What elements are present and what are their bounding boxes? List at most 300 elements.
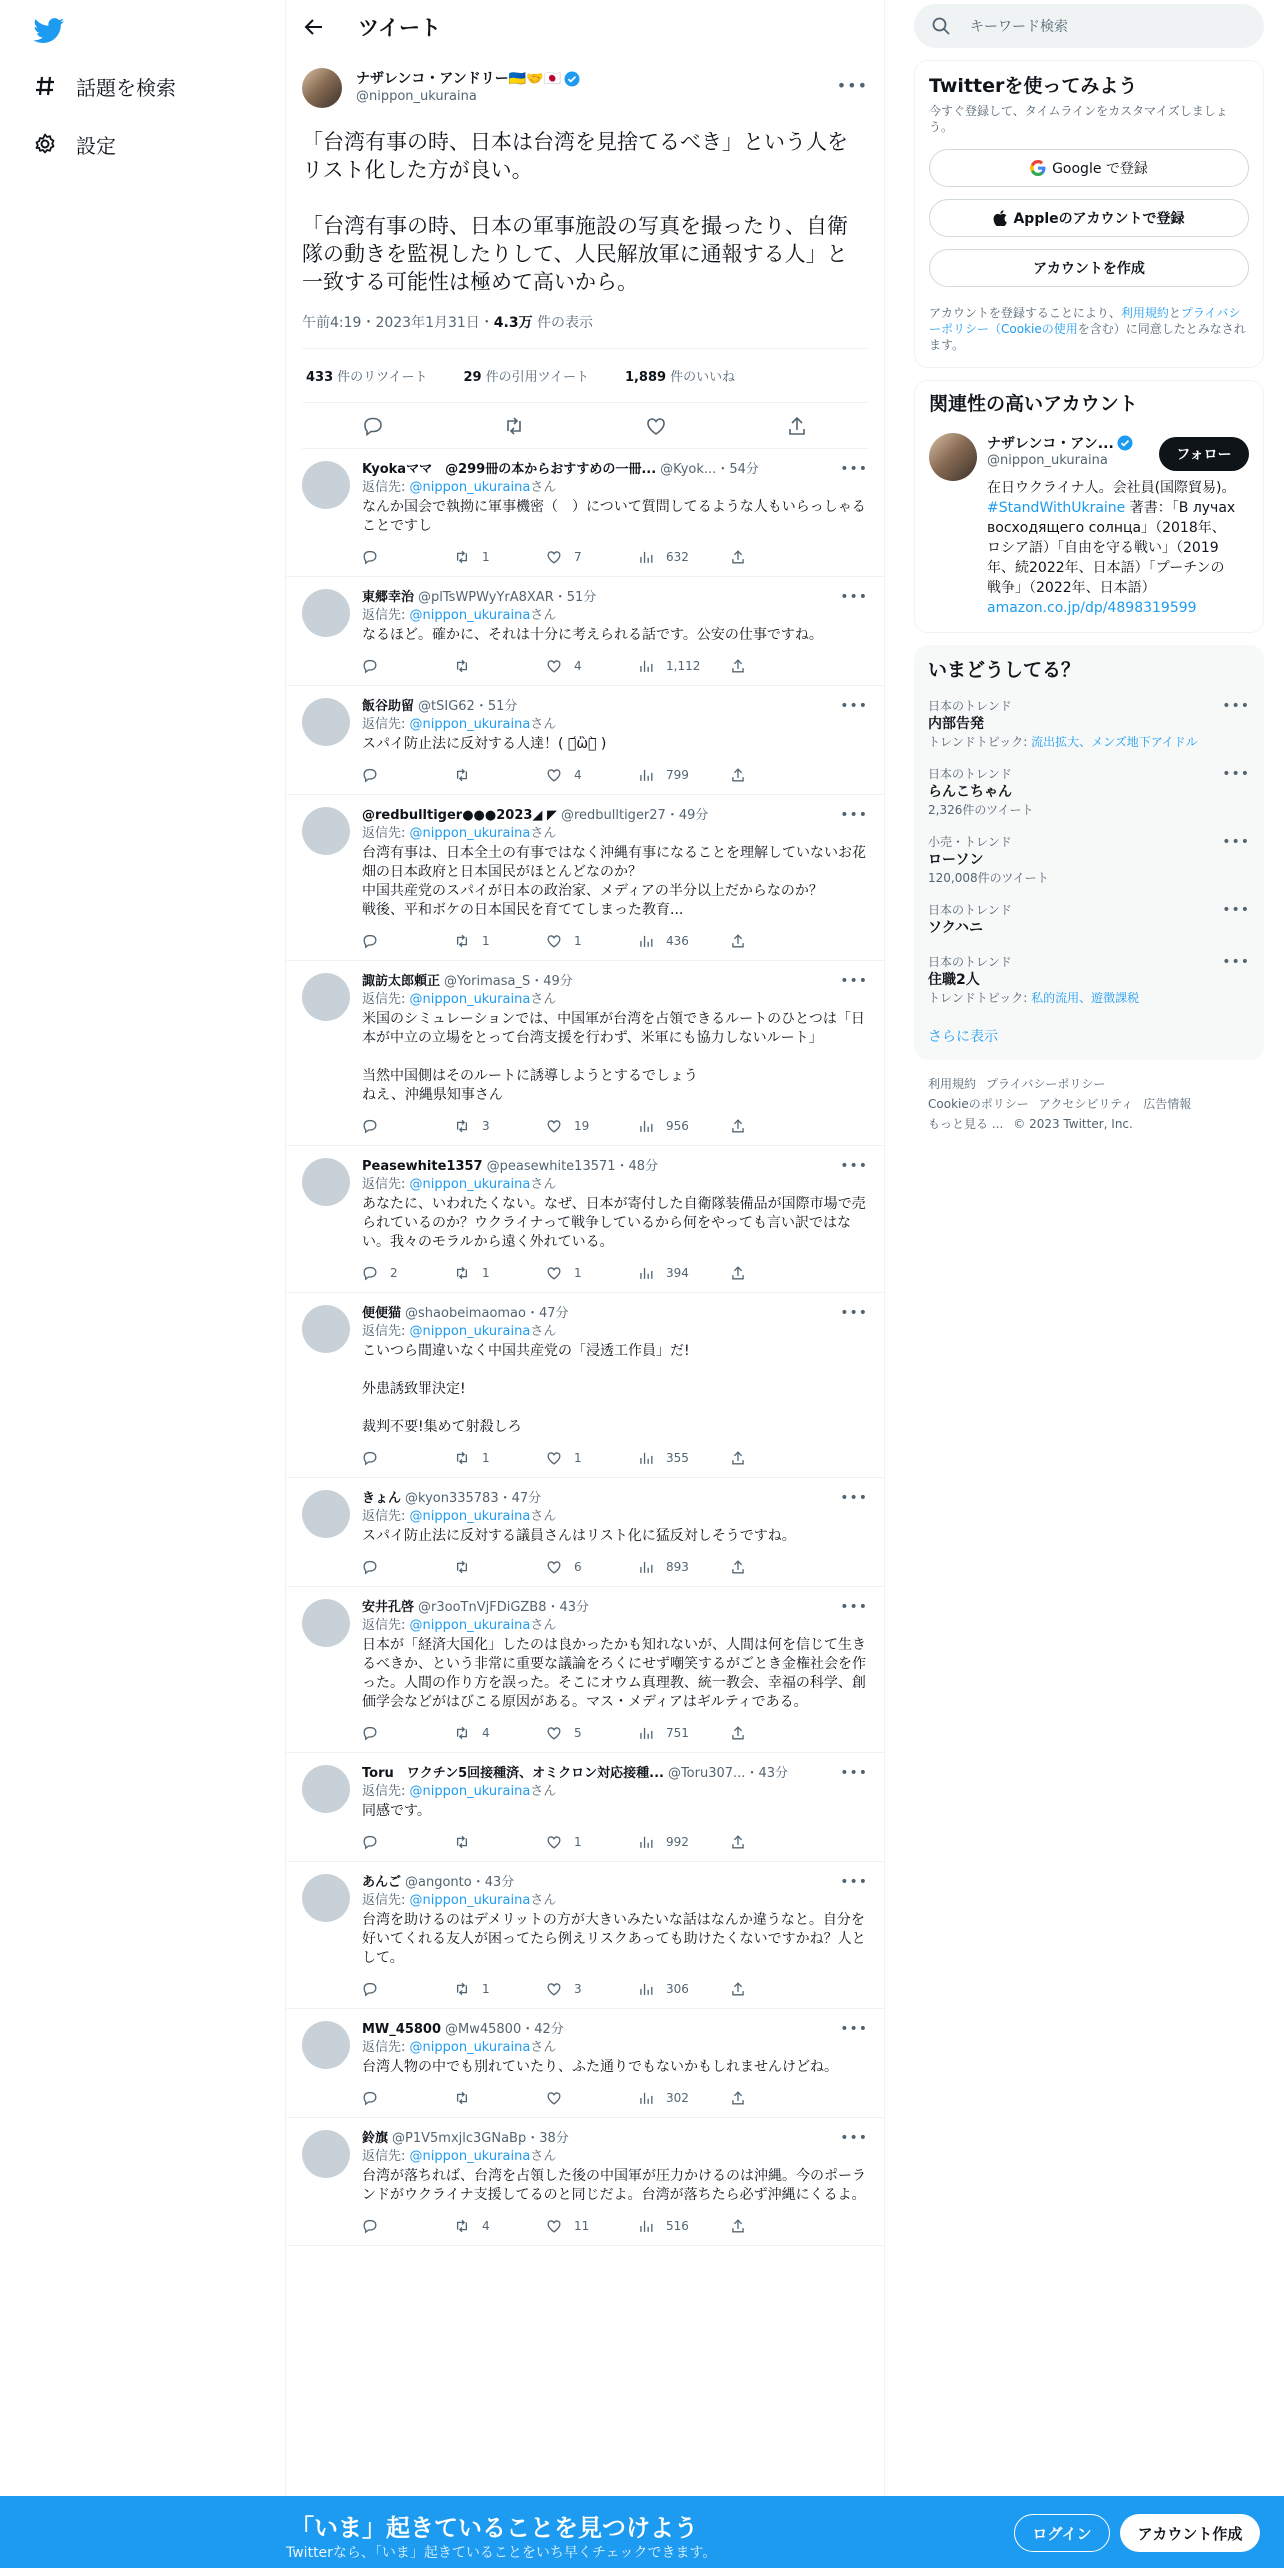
reply-time[interactable]: ・43分 — [745, 1766, 788, 1781]
views-button[interactable] — [638, 658, 730, 674]
more-options-icon[interactable]: ••• — [1222, 902, 1250, 918]
like-button[interactable] — [546, 1559, 638, 1575]
trend-category: 日本のトレンド — [928, 903, 1012, 917]
related-avatar[interactable] — [929, 433, 977, 481]
more-options-icon[interactable]: ••• — [840, 2021, 868, 2037]
author-name[interactable]: ナザレンコ・アンドリー🇺🇦🤝🇯🇵 — [356, 71, 562, 87]
nav-settings-label: 設定 — [76, 133, 116, 158]
reply-count: 2 — [390, 1266, 398, 1280]
share-button[interactable] — [730, 1118, 822, 1134]
more-options-icon[interactable]: ••• — [1222, 766, 1250, 782]
reply-icon[interactable] — [362, 415, 384, 437]
reply-avatar[interactable] — [302, 2021, 350, 2069]
views-button[interactable] — [638, 2090, 730, 2106]
share-button[interactable] — [730, 1559, 822, 1575]
bio-text-1: 在日ウクライナ人。会社員(国際貿易)。 — [987, 480, 1236, 496]
reply-button[interactable] — [362, 1265, 454, 1281]
reply-avatar[interactable] — [302, 2130, 350, 2178]
reply-author-handle[interactable]: @kyon335783 — [405, 1491, 499, 1506]
share-button[interactable] — [730, 767, 822, 783]
replying-to — [362, 1323, 868, 1341]
replying-handle[interactable]: @nippon_ukuraina — [409, 608, 531, 623]
reply-button[interactable] — [362, 549, 454, 565]
reply-author-handle[interactable]: @Yorimasa_S — [444, 974, 531, 989]
reply-tweet[interactable] — [286, 2118, 884, 2246]
reply-avatar[interactable] — [302, 698, 350, 746]
likes-label: 件のいいね — [670, 370, 736, 385]
reply-author-handle[interactable]: @P1V5mxjlc3GNaBp — [392, 2131, 527, 2146]
retweet-button[interactable] — [454, 2090, 546, 2106]
nav-explore-label: 話題を検索 — [76, 75, 176, 100]
retweet-button[interactable] — [454, 1265, 546, 1281]
replying-handle[interactable]: @nippon_ukuraina — [409, 717, 531, 732]
retweet-icon — [454, 1725, 470, 1741]
reply-tweet[interactable] — [286, 1293, 884, 1478]
more-options-icon[interactable]: ••• — [840, 1490, 868, 1506]
replying-handle[interactable]: @nippon_ukuraina — [409, 1893, 531, 1908]
reply-author-handle[interactable]: @Mw45800 — [445, 2022, 522, 2037]
reply-tweet[interactable] — [286, 577, 884, 686]
show-more-link[interactable]: さらに表示 — [928, 1029, 998, 1045]
replying-label: 返信先: — [362, 2040, 410, 2055]
retweet-count: 1 — [482, 1982, 490, 1996]
like-button[interactable] — [546, 767, 638, 783]
reply-icon — [362, 1981, 378, 1997]
like-button[interactable] — [546, 1834, 638, 1850]
views-button[interactable] — [638, 1725, 730, 1741]
reply-tweet[interactable] — [286, 795, 884, 961]
create-account-button[interactable] — [929, 249, 1249, 287]
replying-suffix: さん — [530, 1509, 557, 1524]
reply-avatar[interactable] — [302, 589, 350, 637]
reply-icon — [362, 1725, 378, 1741]
replying-to — [362, 2148, 868, 2166]
back-arrow-icon[interactable] — [304, 15, 328, 39]
like-icon[interactable] — [645, 415, 667, 437]
reply-author-name[interactable]: 便便猫 — [362, 1306, 402, 1321]
replying-handle[interactable]: @nippon_ukuraina — [409, 1509, 531, 1524]
reply-tweet[interactable] — [286, 686, 884, 795]
more-options-icon[interactable]: ••• — [840, 698, 868, 714]
trend-item[interactable] — [914, 688, 1264, 756]
retweet-icon — [454, 1834, 470, 1850]
share-button[interactable] — [730, 658, 822, 674]
reply-author-handle[interactable]: @Toru307... — [667, 1766, 746, 1781]
terms-link[interactable]: 利用規約 — [1120, 306, 1169, 320]
replying-handle[interactable]: @nippon_ukuraina — [409, 992, 531, 1007]
retweets-stat[interactable] — [306, 366, 446, 385]
like-button[interactable] — [546, 658, 638, 674]
trend-name: ソクハニ — [928, 920, 984, 936]
reply-time[interactable]: ・47分 — [525, 1306, 569, 1321]
share-icon[interactable] — [786, 415, 808, 437]
share-button[interactable] — [730, 1725, 822, 1741]
reply-author-handle[interactable]: @Kyok... — [660, 462, 717, 477]
more-options-icon[interactable]: ••• — [840, 1599, 868, 1615]
like-button[interactable] — [546, 1981, 638, 1997]
retweet-button[interactable] — [454, 767, 546, 783]
like-button[interactable] — [546, 1265, 638, 1281]
share-icon — [730, 1265, 746, 1281]
reply-icon — [362, 1118, 378, 1134]
reply-button[interactable] — [362, 933, 454, 949]
reply-button[interactable] — [362, 2090, 454, 2106]
gear-icon — [32, 131, 58, 157]
tweet-time[interactable]: 午前4:19・2023年1月31日・ — [302, 315, 494, 331]
reply-time[interactable]: ・42分 — [521, 2022, 564, 2037]
views-icon — [638, 1725, 654, 1741]
share-button[interactable] — [730, 549, 822, 565]
more-options-icon[interactable]: ••• — [1222, 834, 1250, 850]
share-icon — [730, 1118, 746, 1134]
retweet-button[interactable] — [454, 549, 546, 565]
reply-author-name[interactable]: 飯谷助留 — [362, 699, 415, 714]
views-button[interactable] — [638, 1265, 730, 1281]
reply-button[interactable] — [362, 1118, 454, 1134]
retweet-count: 4 — [482, 2219, 490, 2233]
privacy-link[interactable]: プライバシーポリシー（Cookieの使用 — [929, 306, 1241, 336]
like-count: 5 — [574, 1726, 582, 1740]
signup-title: Twitterを使ってみよう — [929, 75, 1138, 97]
like-button[interactable] — [546, 1725, 638, 1741]
reply-author-name[interactable]: きょん — [362, 1491, 402, 1506]
tweet-stats — [302, 349, 868, 403]
quotes-stat[interactable] — [464, 366, 607, 385]
reply-time[interactable]: ・38分 — [526, 2131, 569, 2146]
trend-item[interactable] — [914, 892, 1264, 944]
reply-tweet[interactable] — [286, 1146, 884, 1293]
main-tweet — [286, 54, 884, 449]
more-options-icon[interactable]: ••• — [840, 589, 868, 605]
google-signup-button[interactable] — [929, 149, 1249, 187]
retweet-icon — [454, 2218, 470, 2234]
share-button[interactable] — [730, 1265, 822, 1281]
reply-avatar[interactable] — [302, 973, 350, 1021]
retweet-icon — [454, 2090, 470, 2106]
reply-tweet[interactable] — [286, 1753, 884, 1862]
more-options-icon[interactable]: ••• — [840, 1874, 868, 1890]
views-button[interactable] — [638, 1834, 730, 1850]
reply-text: 台湾が落ちれば、台湾を占領した後の中国軍が圧力かけるのは沖縄。今のポーランドがウクライナ支援してるのと同じだよ。台湾が落ちたら必ず沖縄にくるよ。 — [362, 2168, 866, 2203]
reply-button[interactable] — [362, 2218, 454, 2234]
more-options-icon[interactable]: ••• — [840, 807, 868, 823]
replying-suffix: さん — [530, 992, 557, 1007]
retweet-button[interactable] — [454, 1559, 546, 1575]
reply-tweet[interactable] — [286, 961, 884, 1146]
reply-text: 台湾有事は、日本全土の有事ではなく沖縄有事になることを理解していないお花畑の日本政府と日本国民がほとんどなのか？ 中国共産党のスパイが日本の政治家、メディアの半分以上だからなのか？ 戦後、平和ボケの日本国民を育ててしまった教育... — [362, 845, 866, 918]
retweet-button[interactable] — [454, 2218, 546, 2234]
replying-handle[interactable]: @nippon_ukuraina — [409, 1618, 531, 1633]
like-icon — [546, 2218, 562, 2234]
replying-label: 返信先: — [362, 717, 410, 732]
reply-tweet[interactable] — [286, 1478, 884, 1587]
trend-item[interactable] — [914, 944, 1264, 1012]
reply-button[interactable] — [362, 1559, 454, 1575]
author-handle[interactable]: @nippon_ukuraina — [356, 89, 477, 104]
trend-desc-text: 2,326件のツイート — [928, 803, 1034, 817]
footer-link[interactable]: 広告情報 — [1143, 1097, 1192, 1111]
reply-avatar[interactable] — [302, 1765, 350, 1813]
retweet-icon[interactable] — [503, 415, 525, 437]
reply-tweet[interactable] — [286, 449, 884, 577]
reply-button[interactable] — [362, 1725, 454, 1741]
tweet-timestamp — [302, 312, 868, 349]
reply-icon — [362, 658, 378, 674]
replying-to — [362, 825, 868, 843]
trend-item[interactable] — [914, 824, 1264, 892]
reply-author-name[interactable]: Kyokaママ @299冊の本からおすすめの一冊... — [362, 462, 657, 477]
retweet-button[interactable] — [454, 658, 546, 674]
replying-suffix: さん — [530, 2040, 557, 2055]
bio-hashtag[interactable]: #StandWithUkraine — [987, 500, 1126, 516]
trends-card — [914, 645, 1264, 1060]
views-button[interactable] — [638, 1981, 730, 1997]
reply-author-name[interactable]: MW_45800 — [362, 2022, 442, 2037]
nav-explore[interactable] — [32, 66, 176, 106]
bottom-subtitle: Twitterなら、「いま」起きていることをいち早くチェックできます。 — [286, 2545, 717, 2561]
views-button[interactable] — [638, 2218, 730, 2234]
views-button[interactable] — [638, 1118, 730, 1134]
reply-button[interactable] — [362, 1834, 454, 1850]
signup-button[interactable]: アカウント作成 — [1120, 2514, 1260, 2552]
reply-icon — [362, 1450, 378, 1466]
reply-author-name[interactable]: 東郷幸治 — [362, 590, 415, 605]
bio-link[interactable]: amazon.co.jp/dp/4898319599 — [987, 600, 1197, 616]
share-button[interactable] — [730, 2090, 822, 2106]
reply-text: スパイ防止法に反対する人達！( ･᷄ὢ･᷅ ) — [362, 736, 607, 752]
search-input[interactable] — [914, 4, 1264, 48]
replying-label: 返信先: — [362, 992, 410, 1007]
reply-text: 米国のシミュレーションでは、中国軍が台湾を占領できるルートのひとつは「日本が中立の立場をとって台湾支援を行わず、米軍にも協力しないルート」 当然中国側はそのルートに誘導しようとするでしょう ねえ、沖縄県知事さん — [362, 1011, 865, 1103]
reply-time[interactable]: ・49分 — [665, 808, 709, 823]
reply-author-name[interactable]: @redbulltiger●●●2023◢ ◤ — [362, 808, 557, 823]
footer-link[interactable]: プライバシーポリシー — [986, 1077, 1106, 1091]
reply-icon — [362, 2090, 378, 2106]
likes-stat[interactable] — [625, 366, 753, 385]
reply-avatar[interactable] — [302, 1305, 350, 1353]
reply-author-name[interactable]: 諏訪太郎頼正 — [362, 974, 441, 989]
reply-button[interactable] — [362, 1981, 454, 1997]
retweet-button[interactable] — [454, 1725, 546, 1741]
trend-desc-text: 120,008件のツイート — [928, 871, 1049, 885]
reply-actions — [362, 766, 868, 784]
share-icon — [730, 1834, 746, 1850]
trend-desc-text[interactable]: 流出拡大、メンズ地下アイドル — [1031, 735, 1198, 749]
views-button[interactable] — [638, 767, 730, 783]
more-options-icon[interactable]: ••• — [836, 76, 868, 95]
retweet-button[interactable] — [454, 1118, 546, 1134]
reply-button[interactable] — [362, 767, 454, 783]
footer-link: © 2023 Twitter, Inc. — [1013, 1117, 1133, 1131]
trend-desc-label: トレンドトピック: — [928, 991, 1032, 1005]
like-button[interactable] — [546, 1118, 638, 1134]
reply-text: 同感です。 — [362, 1803, 431, 1819]
bottom-title: 「いま」起きていることを見つけよう — [290, 2514, 698, 2542]
reply-tweet[interactable] — [286, 1862, 884, 2009]
views-count: 394 — [666, 1266, 689, 1280]
reply-author-name[interactable]: 安井孔啓 — [362, 1600, 415, 1615]
reply-time[interactable]: ・54分 — [716, 462, 759, 477]
reply-text: 日本が「経済大国化」したのは良かったかも知れないが、人間は何を信じて生きるべきか、という非常に重要な議論をろくにせず嘲笑するがごとき金権社会を作った。人間の作り方を誤った。そこにオウム真理教、統一教会、幸福の科学、創価学会などがはびこる原因がある。マス・メディアはギルティである。 — [362, 1637, 866, 1710]
reply-text: 台湾を助けるのはデメリットの方が大きいみたいな話はなんか違うなと。自分を好いてくれる友人が困ってたら例えリスクあっても助けたくないですかね？人として。 — [362, 1912, 866, 1966]
reply-button[interactable] — [362, 1450, 454, 1466]
retweet-button[interactable] — [454, 1834, 546, 1850]
related-name[interactable]: ナザレンコ・アン... — [987, 436, 1114, 452]
views-icon — [638, 767, 654, 783]
reply-avatar[interactable] — [302, 1874, 350, 1922]
like-count: 7 — [574, 550, 582, 564]
reply-icon — [362, 1834, 378, 1850]
replying-to — [362, 1783, 868, 1801]
retweet-count: 1 — [482, 934, 490, 948]
related-account[interactable] — [929, 433, 1249, 618]
reply-author-name[interactable]: 鈴旗 — [362, 2131, 389, 2146]
reply-tweet[interactable] — [286, 2009, 884, 2118]
reply-time[interactable]: ・47分 — [498, 1491, 542, 1506]
replying-suffix: さん — [530, 1784, 557, 1799]
twitter-logo-icon[interactable] — [33, 18, 65, 44]
share-button[interactable] — [730, 2218, 822, 2234]
apple-signup-button[interactable] — [929, 199, 1249, 237]
retweet-count: 4 — [482, 1726, 490, 1740]
retweet-icon — [454, 658, 470, 674]
footer-link[interactable]: Cookieのポリシー — [928, 1097, 1029, 1111]
reply-actions — [362, 1264, 868, 1282]
replying-label: 返信先: — [362, 1784, 410, 1799]
apple-icon — [993, 210, 1007, 226]
replying-handle[interactable]: @nippon_ukuraina — [409, 826, 531, 841]
reply-author-handle[interactable]: @redbulltiger27 — [560, 808, 666, 823]
footer-link[interactable]: アクセシビリティ — [1038, 1097, 1134, 1111]
reply-author-handle[interactable]: @peasewhite13571 — [486, 1159, 616, 1174]
views-button[interactable] — [638, 1450, 730, 1466]
retweet-button[interactable] — [454, 933, 546, 949]
reply-author-handle[interactable]: @shaobeimaomao — [405, 1306, 526, 1321]
replying-handle[interactable]: @nippon_ukuraina — [409, 2149, 531, 2164]
more-options-icon[interactable]: ••• — [840, 1305, 868, 1321]
like-button[interactable] — [546, 933, 638, 949]
quotes-label: 件の引用ツイート — [485, 370, 589, 385]
reply-author-name[interactable]: あんご — [362, 1875, 402, 1890]
reply-avatar[interactable] — [302, 807, 350, 855]
legal-text-1: アカウントを登録することにより、 — [929, 306, 1121, 320]
like-count: 19 — [574, 1119, 590, 1133]
reply-time[interactable]: ・48分 — [615, 1159, 659, 1174]
reply-time[interactable]: ・49分 — [530, 974, 573, 989]
views-button[interactable] — [638, 549, 730, 565]
replying-handle[interactable]: @nippon_ukuraina — [409, 1177, 531, 1192]
replying-handle[interactable]: @nippon_ukuraina — [409, 1784, 531, 1799]
retweet-button[interactable] — [454, 1981, 546, 1997]
main-column — [285, 0, 885, 2568]
like-count: 1 — [574, 934, 582, 948]
reply-text: 台湾人物の中でも別れていたり、ふた通りでもないかもしれませんけどね。 — [362, 2059, 838, 2075]
reply-time[interactable]: ・51分 — [474, 699, 518, 714]
reply-time[interactable]: ・43分 — [471, 1875, 515, 1890]
replying-suffix: さん — [530, 1893, 557, 1908]
replying-handle[interactable]: @nippon_ukuraina — [409, 2040, 531, 2055]
create-account-label: アカウントを作成 — [1033, 261, 1145, 277]
reply-avatar[interactable] — [302, 1158, 350, 1206]
views-icon — [638, 549, 654, 565]
more-options-icon[interactable]: ••• — [840, 1158, 868, 1174]
views-count: 436 — [666, 934, 689, 948]
share-button[interactable] — [730, 1981, 822, 1997]
like-button[interactable] — [546, 549, 638, 565]
reply-text: スパイ防止法に反対する議員さんはリスト化に猛反対しそうですね。 — [362, 1528, 796, 1544]
nav-settings[interactable] — [32, 124, 116, 164]
tweet-actions — [302, 403, 868, 449]
reply-author-name[interactable]: Toru ワクチン5回接種済、オミクロン対応接種... — [362, 1766, 664, 1781]
view-label: 件の表示 — [532, 315, 594, 331]
trend-item[interactable] — [914, 756, 1264, 824]
related-bio — [987, 478, 1237, 618]
reply-avatar[interactable] — [302, 1599, 350, 1647]
like-count: 1 — [574, 1835, 582, 1849]
login-button[interactable]: ログイン — [1014, 2514, 1110, 2552]
more-options-icon[interactable]: ••• — [840, 2130, 868, 2146]
more-options-icon[interactable]: ••• — [840, 973, 868, 989]
author-avatar[interactable] — [302, 68, 342, 108]
trend-name: 住職2人 — [928, 972, 980, 988]
like-count: 1 — [574, 1451, 582, 1465]
retweet-icon — [454, 549, 470, 565]
more-options-icon[interactable]: ••• — [1222, 698, 1250, 714]
footer-link[interactable]: もっと見る ... — [928, 1117, 1004, 1131]
reply-author-handle[interactable]: @tSIG62 — [418, 699, 475, 714]
reply-author-handle[interactable]: @angonto — [405, 1875, 472, 1890]
share-button[interactable] — [730, 1450, 822, 1466]
reply-actions — [362, 1980, 868, 1998]
more-options-icon[interactable]: ••• — [840, 1765, 868, 1781]
replying-handle[interactable]: @nippon_ukuraina — [409, 480, 531, 495]
reply-author-name[interactable]: Peasewhite1357 — [362, 1159, 483, 1174]
reply-avatar[interactable] — [302, 461, 350, 509]
share-button[interactable] — [730, 933, 822, 949]
views-button[interactable] — [638, 933, 730, 949]
reply-author-handle[interactable]: @r3ooTnVjFDiGZB8 — [418, 1600, 547, 1615]
follow-button[interactable]: フォロー — [1159, 437, 1249, 471]
replying-to — [362, 1617, 868, 1635]
replying-handle[interactable]: @nippon_ukuraina — [409, 1324, 531, 1339]
retweet-button[interactable] — [454, 1450, 546, 1466]
retweet-icon — [454, 1981, 470, 1997]
footer-link[interactable]: 利用規約 — [928, 1077, 977, 1091]
view-count: 4.3万 — [493, 315, 533, 331]
share-icon — [730, 1559, 746, 1575]
like-icon — [546, 1265, 562, 1281]
trend-desc-text[interactable]: 私的流用、遊徴課税 — [1031, 991, 1140, 1005]
views-icon — [638, 1118, 654, 1134]
reply-avatar[interactable] — [302, 1490, 350, 1538]
trend-name: らんこちゃん — [928, 784, 1012, 800]
like-button[interactable] — [546, 2218, 638, 2234]
views-count: 302 — [666, 2091, 689, 2105]
reply-time[interactable]: ・43分 — [546, 1600, 590, 1615]
reply-time[interactable]: ・51分 — [553, 590, 597, 605]
reply-author-handle[interactable]: @plTsWPWyYrA8XAR — [418, 590, 554, 605]
reply-button[interactable] — [362, 658, 454, 674]
reply-tweet[interactable] — [286, 1587, 884, 1753]
retweet-count: 1 — [482, 550, 490, 564]
more-options-icon[interactable]: ••• — [840, 461, 868, 477]
views-icon — [638, 1981, 654, 1997]
like-button[interactable] — [546, 1450, 638, 1466]
more-options-icon[interactable]: ••• — [1222, 954, 1250, 970]
share-button[interactable] — [730, 1834, 822, 1850]
views-button[interactable] — [638, 1559, 730, 1575]
like-button[interactable] — [546, 2090, 638, 2106]
